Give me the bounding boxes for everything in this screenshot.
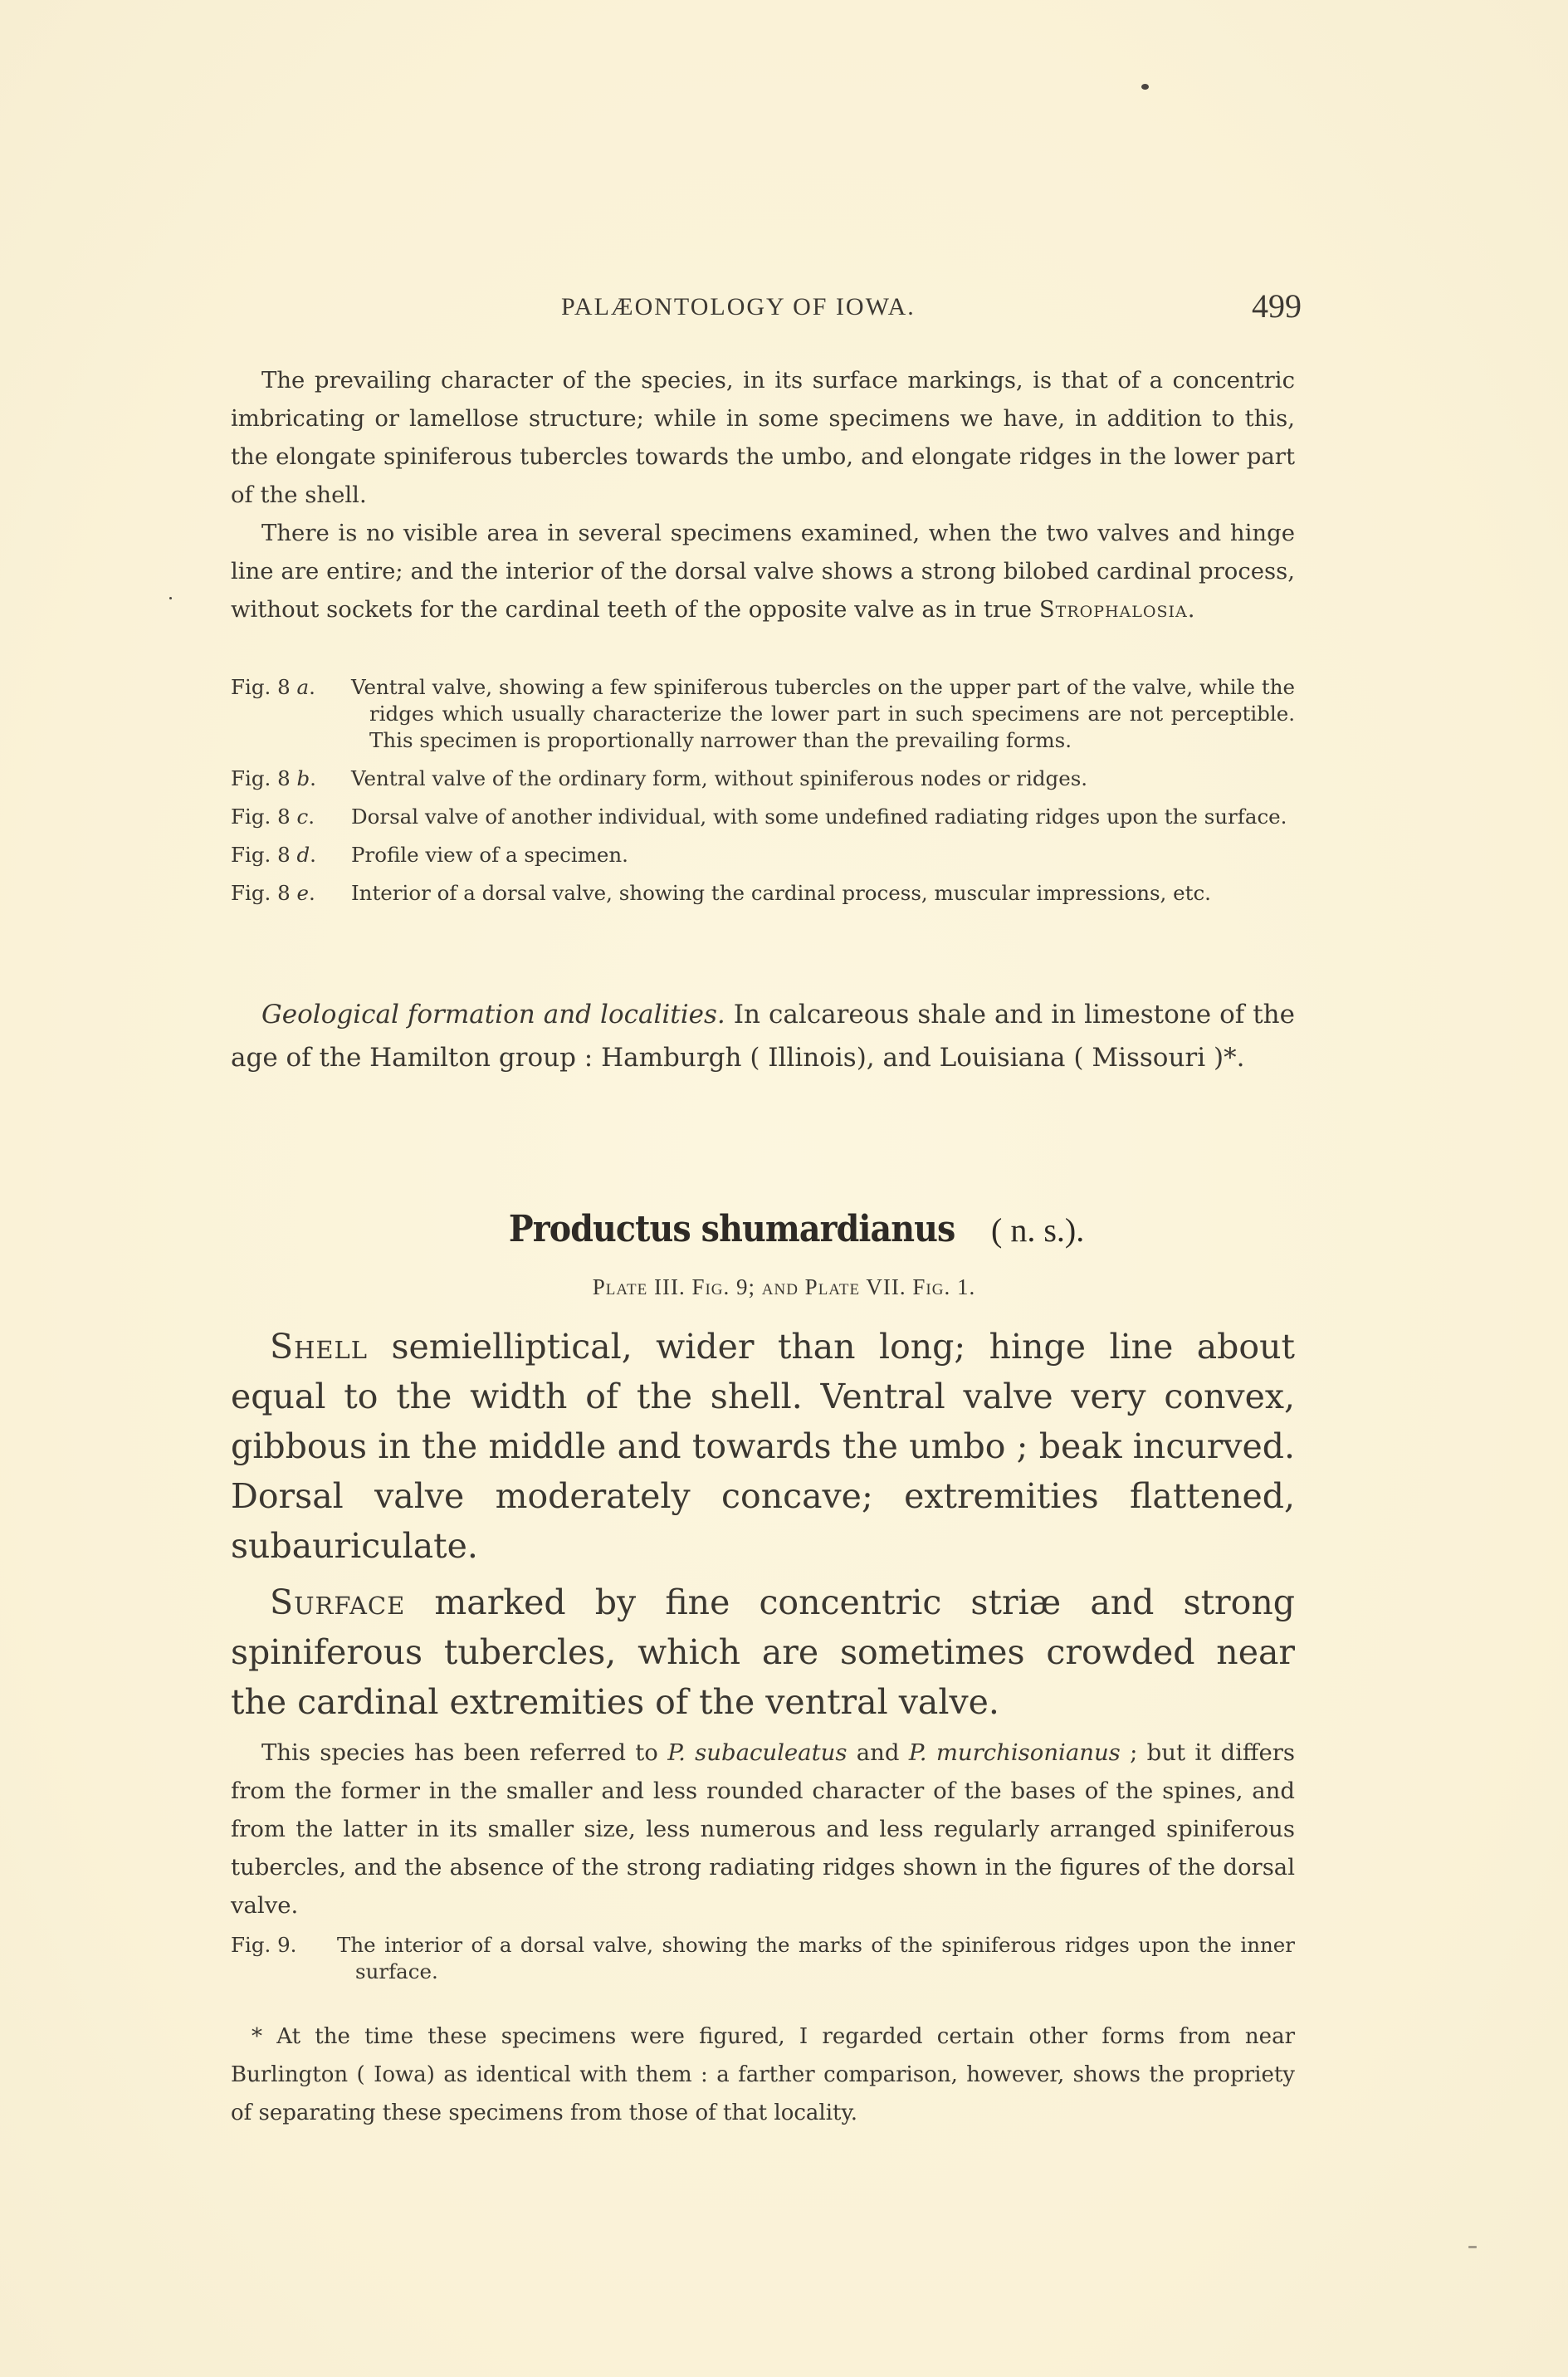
figure-caption-8c: [231, 804, 1295, 830]
page-number: 499: [1252, 287, 1302, 325]
plate-reference: Plate III. Fig. 9; and Plate VII. Fig. 1.: [592, 1274, 976, 1299]
print-speck: [169, 597, 172, 599]
footnote: * At the time these specimens were figured, I regarded certain other forms from near Burlington ( Iowa) as identical with them : a farther comparison, however, shows the propriety of separating these specimens from those of that locality.: [231, 2024, 1295, 2125]
species-ref-murchisonianus: P. murchisonianus: [908, 1739, 1121, 1766]
figure-9-caption-section: [231, 1932, 1295, 1997]
description-section: [231, 1322, 1295, 1727]
figure-text: Dorsal valve of another individual, with some undefined radiating ridges upon the surface.: [351, 805, 1287, 829]
print-speck: [1468, 2246, 1477, 2248]
species-ref-subaculeatus: P. subaculeatus: [667, 1739, 848, 1766]
surface-label: Surface: [270, 1582, 406, 1622]
figure-label: Fig. 9.: [231, 1933, 297, 1957]
intro-paragraph-2-text: There is no visible area in several specimens examined, when the two valves and hinge line are entire; and the interior of the dorsal valve shows a strong bilobed cardinal process, without sockets for the cardinal teeth of the opposite valve as in true: [231, 520, 1295, 623]
intro-paragraph-2-end: .: [1187, 596, 1195, 623]
figure-label: Fig. 8 d.: [231, 843, 316, 867]
figure-label: Fig. 8 b.: [231, 766, 316, 790]
species-status: ( n. s.).: [991, 1211, 1085, 1249]
figure-caption-8b: [231, 765, 1295, 792]
genus-strophalosia: Strophalosia: [1038, 596, 1188, 623]
figure-caption-8a: [231, 674, 1295, 754]
figure-caption-8e: [231, 880, 1295, 907]
figure-text: Profile view of a specimen.: [351, 843, 628, 867]
running-title: PALÆONTOLOGY OF IOWA.: [561, 293, 916, 320]
figure-label: Fig. 8 c.: [231, 805, 315, 829]
surface-text: marked by fine concentric striæ and strong spiniferous tubercles, which are sometimes crowded near the cardinal extremities of the ventral valve.: [231, 1582, 1295, 1722]
print-speck: [1141, 84, 1149, 90]
figure-8-captions: [231, 674, 1295, 918]
surface-description: [231, 1577, 1295, 1727]
figure-caption-8d: [231, 842, 1295, 868]
figure-caption-9: [231, 1932, 1295, 1985]
geology-section: [231, 993, 1295, 1079]
geology-text: In calcareous shale and in limestone of the age of the Hamilton group : Hamburgh ( Illinois), and Louisiana ( Missouri )*.: [231, 1000, 1295, 1073]
figure-text: Interior of a dorsal valve, showing the cardinal process, muscular impressions, etc.: [351, 881, 1211, 905]
shell-label: Shell: [270, 1327, 369, 1367]
comparison-section: [231, 1734, 1295, 1925]
intro-paragraph-2: [231, 514, 1295, 628]
geology-heading: Geological formation and localities.: [261, 1000, 725, 1030]
footnote-section: [231, 2018, 1295, 2132]
figure-text: Ventral valve of the ordinary form, without spiniferous nodes or ridges.: [351, 766, 1088, 790]
figure-label: Fig. 8 a.: [231, 675, 315, 699]
figure-label: Fig. 8 e.: [231, 881, 315, 905]
comparison-paragraph: This species has been referred to P. subaculeatus and P. murchisonianus ; but it differs from the former in the smaller and less rounded character of the bases of the spines, and from the latter in its smaller size, less numerous and less regularly arranged spiniferous tubercles, and the absence of the strong radiating ridges shown in the figures of the dorsal valve.: [231, 1739, 1296, 1919]
shell-description: [231, 1322, 1295, 1571]
figure-text: The interior of a dorsal valve, showing the marks of the spiniferous ridges upon the inner surface.: [337, 1933, 1295, 1983]
species-heading: [0, 1208, 1568, 1250]
shell-text: semielliptical, wider than long; hinge line about equal to the width of the shell. Ventral valve very convex, gibbous in the middle and towards the umbo ; beak incurved. Dorsal valve moderately concave; extremities flattened, subauriculate.: [231, 1327, 1295, 1566]
intro-paragraph-1: The prevailing character of the species, in its surface markings, is that of a concentric imbricating or lamellose structure; while in some specimens we have, in addition to this, the elongate spiniferous tubercles towards the umbo, and elongate ridges in the lower part of the shell.: [231, 367, 1295, 508]
species-name: Productus shumardianus: [508, 1208, 955, 1250]
running-head: [231, 286, 1302, 328]
figure-text: Ventral valve, showing a few spiniferous tubercles on the upper part of the valve, while the ridges which usually characterize the lower part in such specimens are not perceptible. This specimen is proportionally narrower than the prevailing forms.: [351, 675, 1295, 752]
geology-paragraph: [231, 993, 1295, 1079]
intro-section: [231, 361, 1295, 628]
